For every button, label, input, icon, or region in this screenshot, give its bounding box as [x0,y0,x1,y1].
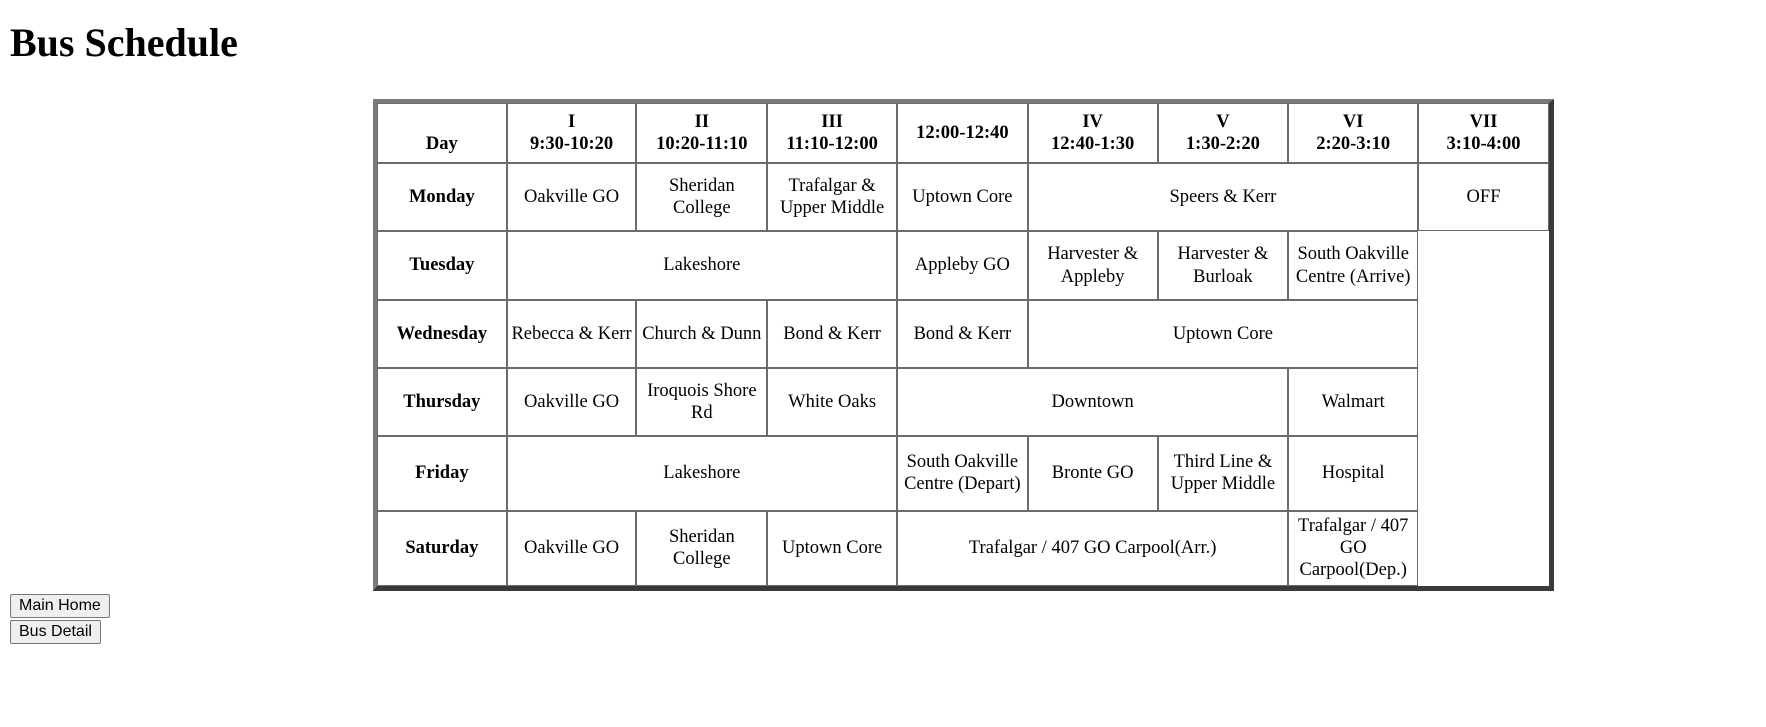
schedule-cell: Sheridan College [636,163,767,231]
header-period-3: III 11:10-12:00 [767,103,897,163]
schedule-cell: Uptown Core [1028,300,1418,368]
header-period-7: VII 3:10-4:00 [1418,103,1549,163]
schedule-cell: Sheridan College [636,511,767,586]
schedule-cell: Harvester & Burloak [1158,231,1289,299]
schedule-cell: Trafalgar / 407 GO Carpool(Dep.) [1288,511,1418,586]
schedule-cell: Bronte GO [1028,436,1158,510]
header-period-1: I 9:30-10:20 [507,103,637,163]
schedule-cell: Lakeshore [507,436,897,510]
schedule-cell: Speers & Kerr [1028,163,1418,231]
schedule-cell: Appleby GO [897,231,1028,299]
day-label: Wednesday [377,300,507,368]
schedule-cell: Hospital [1288,436,1418,510]
schedule-cell: Harvester & Appleby [1028,231,1158,299]
schedule-cell: Bond & Kerr [767,300,897,368]
schedule-cell: Iroquois Shore Rd [636,368,767,436]
schedule-cell: Walmart [1288,368,1418,436]
schedule-cell: Trafalgar & Upper Middle [767,163,897,231]
table-row [377,300,1549,368]
schedule-cell: Rebecca & Kerr [507,300,637,368]
schedule-cell: Third Line & Upper Middle [1158,436,1289,510]
schedule-cell: South Oakville Centre (Depart) [897,436,1028,510]
schedule-cell: Oakville GO [507,511,637,586]
table-row [377,368,1549,436]
day-label: Friday [377,436,507,510]
bus-schedule-table [373,99,1554,591]
header-lunch: 12:00-12:40 [897,103,1028,163]
day-label: Monday [377,163,507,231]
schedule-cell-off: OFF [1418,163,1549,231]
table-row [377,231,1549,299]
header-period-6: VI 2:20-3:10 [1288,103,1418,163]
schedule-cell: Downtown [897,368,1288,436]
page-title: Bus Schedule [10,20,238,65]
schedule-cell: Oakville GO [507,163,637,231]
header-period-4: IV 12:40-1:30 [1028,103,1158,163]
schedule-cell: Trafalgar / 407 GO Carpool(Arr.) [897,511,1288,586]
schedule-cell: Uptown Core [767,511,897,586]
schedule-cell: Bond & Kerr [897,300,1028,368]
schedule-cell: Church & Dunn [636,300,767,368]
schedule-cell: Uptown Core [897,163,1028,231]
table-row [377,163,1549,231]
day-label: Tuesday [377,231,507,299]
header-period-5: V 1:30-2:20 [1158,103,1289,163]
schedule-cell: White Oaks [767,368,897,436]
empty-cell [1418,231,1549,586]
main-home-button[interactable]: Main Home [10,594,110,618]
table-row [377,436,1549,510]
day-label: Thursday [377,368,507,436]
header-row [377,103,1549,163]
bus-detail-button[interactable]: Bus Detail [10,620,101,644]
day-label: Saturday [377,511,507,586]
schedule-cell: Oakville GO [507,368,637,436]
header-period-2: II 10:20-11:10 [636,103,767,163]
schedule-cell: South Oakville Centre (Arrive) [1288,231,1418,299]
header-day: Day [377,103,507,163]
schedule-cell: Lakeshore [507,231,897,299]
table-row [377,511,1549,586]
